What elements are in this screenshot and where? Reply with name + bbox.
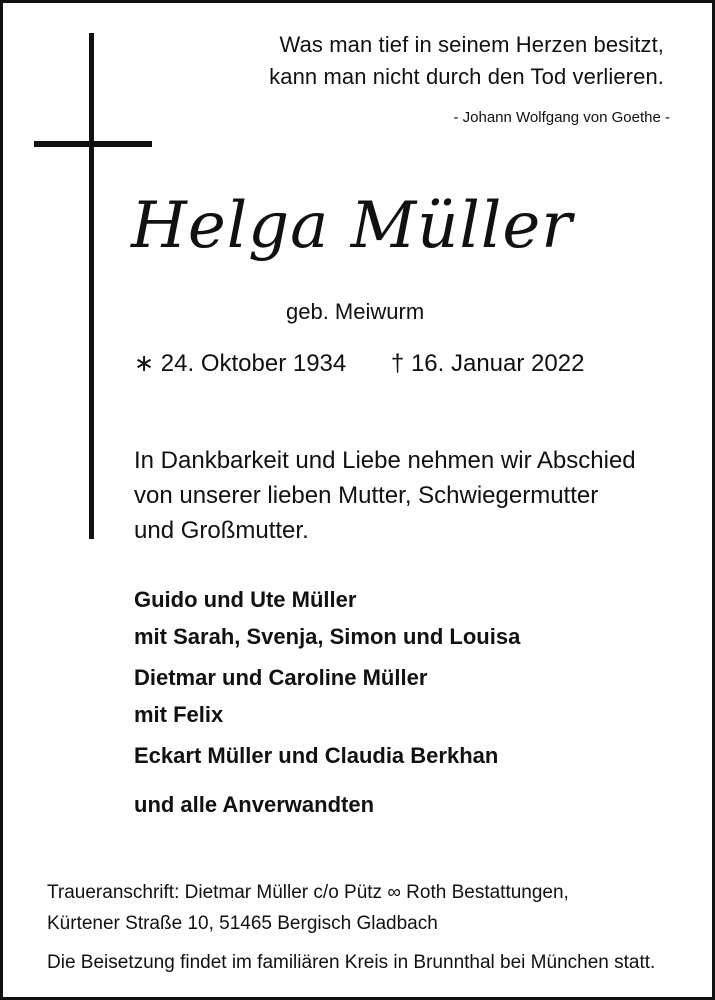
message-line: von unserer lieben Mutter, Schwiegermutter: [134, 482, 599, 509]
deceased-name: Helga Müller: [131, 189, 573, 263]
cross-icon: [89, 33, 94, 539]
life-dates: [134, 347, 584, 381]
address-line: Traueranschrift: Dietmar Müller c/o Pütz ∞ Roth Bestattungen,: [47, 882, 569, 903]
birth-star-icon: ∗: [134, 350, 155, 377]
family-group: [134, 737, 520, 774]
family-line: Guido und Ute Müller: [134, 587, 357, 612]
family-list: [134, 581, 520, 827]
family-group: [134, 786, 520, 823]
quote: [269, 29, 664, 93]
maiden-name: geb. Meiwurm: [286, 299, 425, 324]
family-line: mit Sarah, Svenja, Simon und Louisa: [134, 624, 521, 649]
family-line: Eckart Müller und Claudia Berkhan: [134, 743, 499, 768]
quote-line: kann man nicht durch den Tod verlieren.: [269, 64, 664, 89]
family-line: und alle Anverwandten: [134, 792, 375, 817]
message-line: und Großmutter.: [134, 517, 309, 544]
burial-notice: Die Beisetzung findet im familiären Kreis in Brunnthal bei München statt.: [47, 952, 656, 973]
address-line: Kürtener Straße 10, 51465 Bergisch Gladbach: [47, 913, 438, 934]
mourning-address: [47, 877, 569, 939]
quote-author: - Johann Wolfgang von Goethe -: [453, 109, 670, 126]
quote-line: Was man tief in seinem Herzen besitzt,: [279, 32, 664, 57]
birth-date: 24. Oktober 1934: [160, 350, 347, 377]
farewell-message: [134, 443, 694, 548]
cross-icon-bar: [34, 141, 152, 147]
message-line: In Dankbarkeit und Liebe nehmen wir Abschied: [134, 447, 636, 474]
family-group: [134, 659, 520, 733]
death-cross-icon: †: [390, 350, 405, 377]
family-line: Dietmar und Caroline Müller: [134, 665, 428, 690]
family-line: mit Felix: [134, 702, 224, 727]
family-group: [134, 581, 520, 655]
death-date: 16. Januar 2022: [410, 350, 585, 377]
